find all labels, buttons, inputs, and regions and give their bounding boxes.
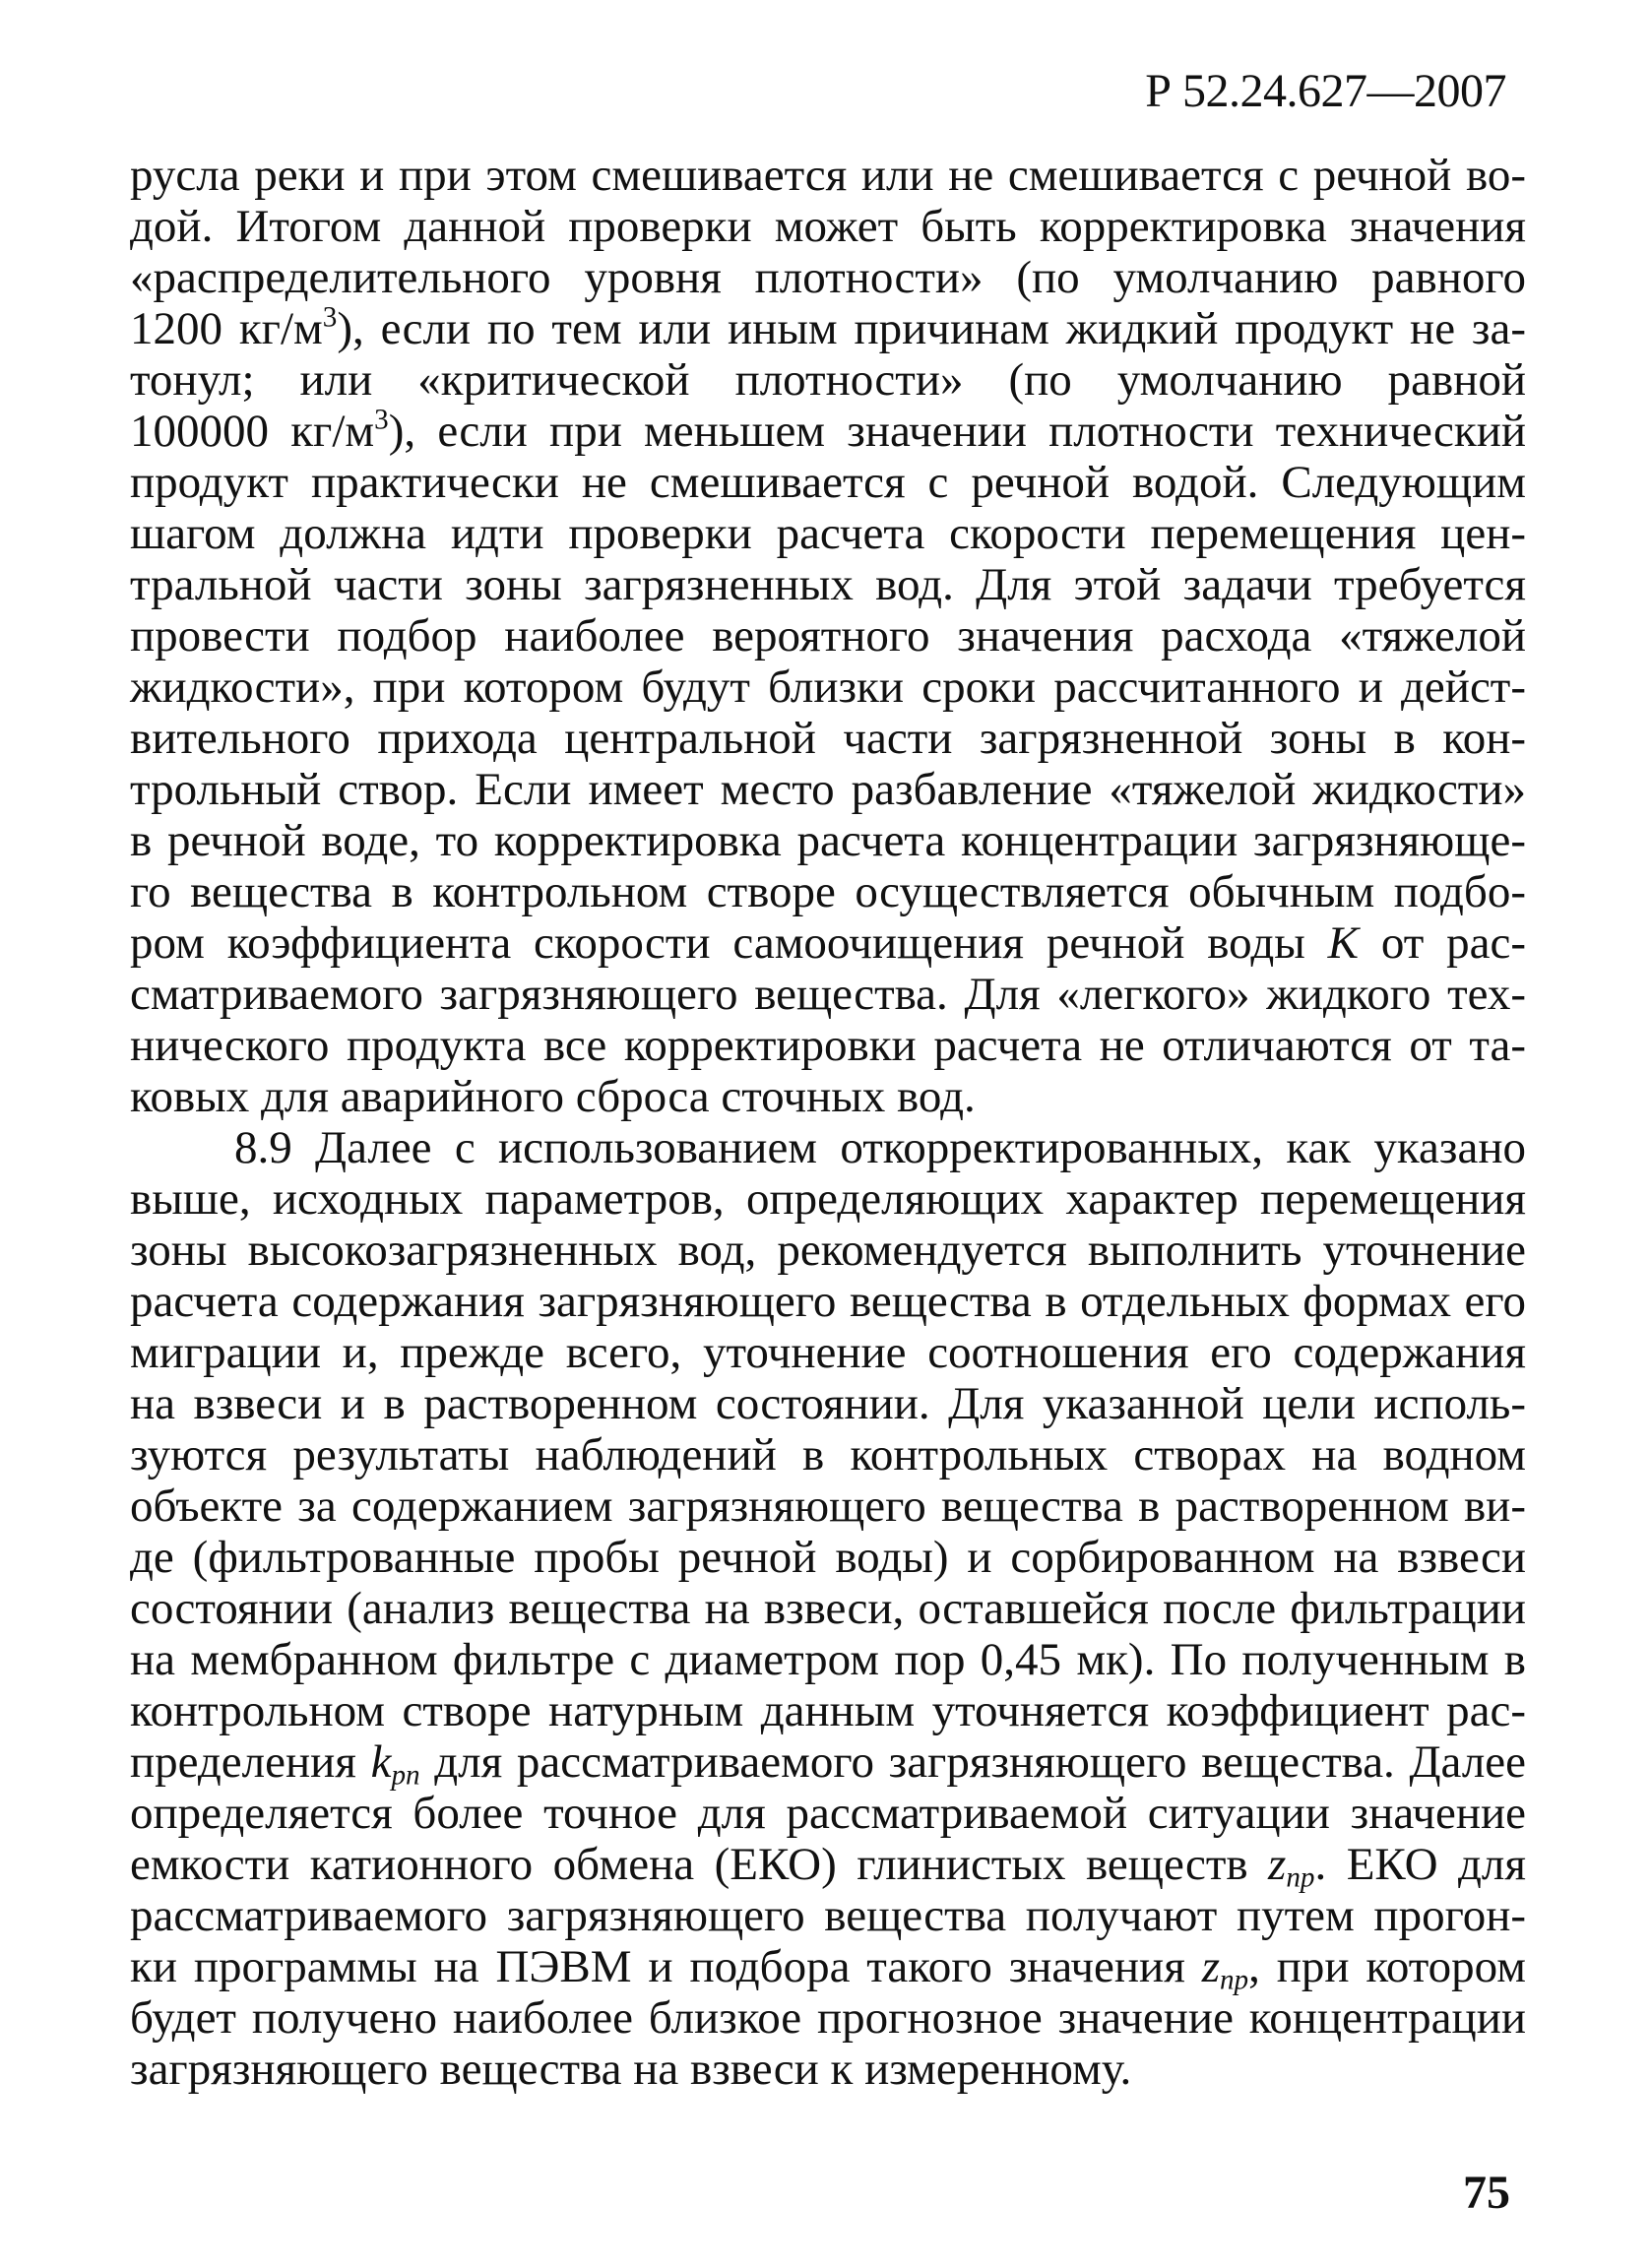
text-line (130, 1839, 1526, 1894)
page-number: 75 (1463, 2167, 1510, 2219)
text-fragment: для рассматриваемого загрязняющего вещества. Далее (419, 1736, 1526, 1788)
text-line: ковых для аварийного сброса сточных вод. (130, 1071, 976, 1122)
coefficient-k: K (1327, 917, 1360, 969)
text-line: миграции и, прежде всего, уточнение соотношения его содержания (130, 1327, 1526, 1378)
text-line: объекте за содержанием загрязняющего вещества в растворенном ви- (130, 1480, 1526, 1532)
text-line: дой. Итогом данной проверки может быть корректировка значения (130, 201, 1526, 252)
text-line: будет получено наиболее близкое прогнозное значение концентрации (130, 1992, 1526, 2044)
text-line: де (фильтрованные пробы речной воды) и сорбированном на взвеси (130, 1532, 1526, 1583)
superscript: 3 (322, 301, 338, 334)
text-line: провести подбор наиболее вероятного значения расхода «тяжелой (130, 610, 1526, 662)
text-line: в речной воде, то корректировка расчета концентрации загрязняюще- (130, 815, 1526, 866)
coefficient-k: k (370, 1736, 392, 1788)
text-line: «распределительного уровня плотности» (по умолчанию равного (130, 252, 1526, 303)
text-line: рассматриваемого загрязняющего вещества получают путем прогон- (130, 1890, 1526, 1941)
text-line: зоны высокозагрязненных вод, рекомендуется выполнить уточнение (130, 1225, 1526, 1276)
text-line: го вещества в контрольном створе осуществляется обычным подбо- (130, 866, 1526, 917)
text-fragment: ), если при меньшем значении плотности технический (388, 406, 1526, 457)
text-line (130, 1941, 1526, 1996)
text-line: жидкости», при котором будут близки сроки рассчитанного и дейст- (130, 662, 1526, 713)
text-line: тонул; или «критической плотности» (по умолчанию равной (130, 354, 1526, 406)
text-line: сматриваемого загрязняющего вещества. Для «легкого» жидкого тех- (130, 969, 1526, 1020)
text-line: контрольном створе натурным данным уточняется коэффициент рас- (130, 1685, 1526, 1736)
subscript: рп (391, 1759, 420, 1792)
text-line: продукт практически не смешивается с речной водой. Следующим (130, 457, 1526, 508)
text-fragment: пределения (130, 1736, 371, 1788)
text-fragment: ром коэффициента скорости самоочищения речной воды (130, 917, 1328, 969)
text-line (130, 406, 1526, 457)
text-line: вительного прихода центральной части загрязненной зоны в кон- (130, 713, 1526, 764)
subscript: пр (1219, 1964, 1249, 1996)
text-fragment: 1200 кг/м (130, 303, 323, 354)
text-line (130, 917, 1526, 969)
text-line: загрязняющего вещества на взвеси к измеренному. (130, 2044, 1132, 2095)
text-line: расчета содержания загрязняющего вещества в отдельных формах его (130, 1276, 1526, 1327)
text-line: состоянии (анализ вещества на взвеси, оставшейся после фильтрации (130, 1583, 1526, 1634)
superscript: 3 (374, 404, 389, 436)
text-fragment: от рас- (1359, 917, 1526, 969)
text-line: на мембранном фильтре с диаметром пор 0,45 мк). По полученным в (130, 1634, 1526, 1685)
text-fragment: 100000 кг/м (130, 406, 375, 457)
text-fragment: . ЕКО для (1314, 1839, 1526, 1890)
text-line: нического продукта все корректировки расчета не отличаются от та- (130, 1020, 1526, 1071)
document-code: Р 52.24.627—2007 (1145, 65, 1506, 117)
text-line (130, 1736, 1526, 1792)
text-line: зуются результаты наблюдений в контрольных створах на водном (130, 1429, 1526, 1480)
body-text (130, 150, 1526, 2095)
text-line (130, 303, 1526, 354)
text-line: тральной части зоны загрязненных вод. Для этой задачи требуется (130, 559, 1526, 610)
text-line: русла реки и при этом смешивается или не смешивается с речной во- (130, 150, 1526, 201)
variable-z: z (1201, 1941, 1220, 1992)
text-line: трольный створ. Если имеет место разбавление «тяжелой жидкости» (130, 764, 1526, 815)
text-fragment: ), если по тем или иным причинам жидкий продукт не за- (337, 303, 1526, 354)
text-fragment: , при котором (1248, 1941, 1526, 1992)
text-line: определяется более точное для рассматриваемой ситуации значение (130, 1788, 1526, 1839)
text-line: выше, исходных параметров, определяющих характер перемещения (130, 1173, 1526, 1225)
text-line: на взвеси и в растворенном состоянии. Для указанной цели исполь- (130, 1378, 1526, 1429)
text-fragment: ки программы на ПЭВМ и подбора такого значения (130, 1941, 1202, 1992)
subscript: пр (1286, 1861, 1315, 1894)
text-line: 8.9 Далее с использованием откорректированных, как указано (234, 1122, 1526, 1173)
text-fragment: емкости катионного обмена (ЕКО) глинистых веществ (130, 1839, 1269, 1890)
text-line: шагом должна идти проверки расчета скорости перемещения цен- (130, 508, 1526, 559)
variable-z: z (1268, 1839, 1287, 1890)
